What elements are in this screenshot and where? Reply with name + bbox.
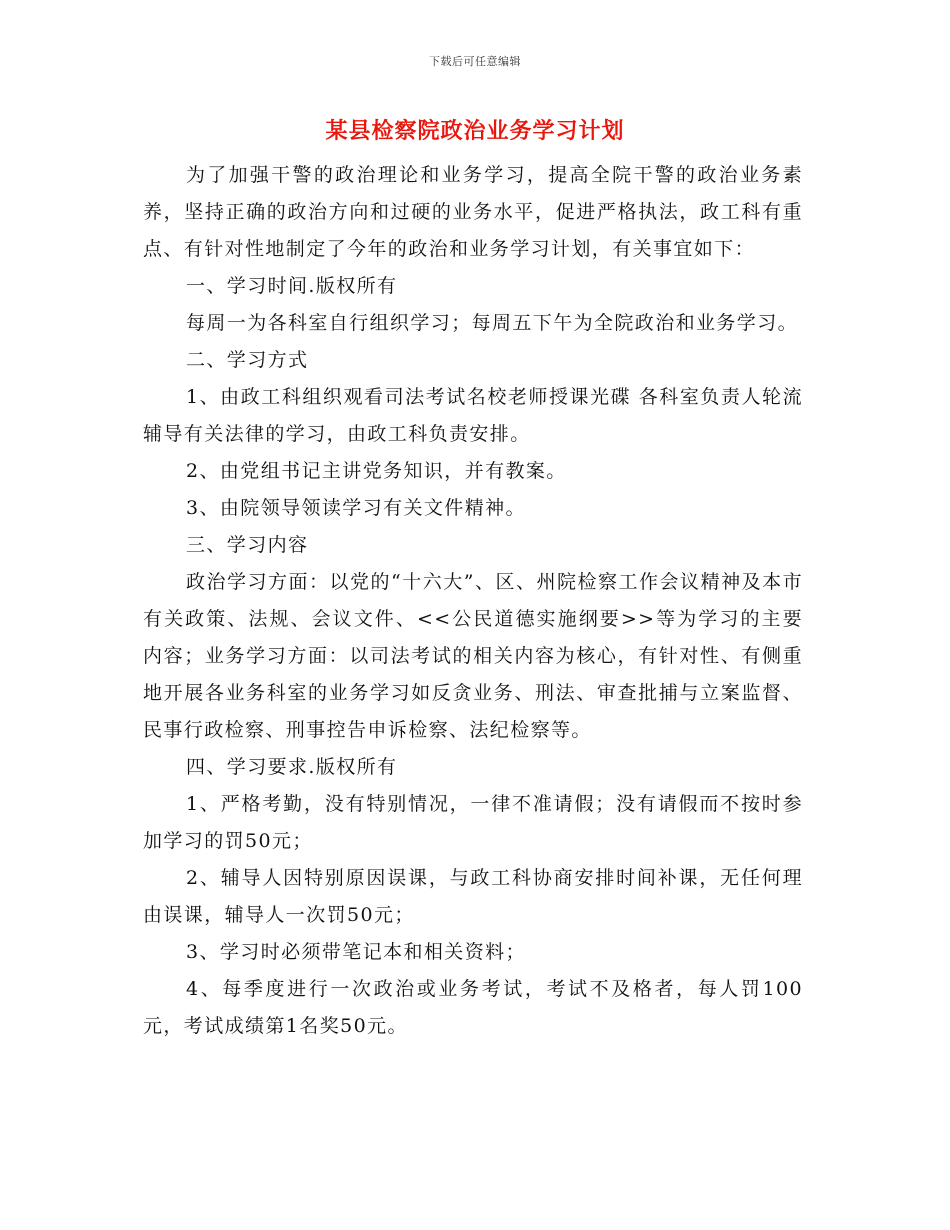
section-heading-requirements: 四、学习要求.版权所有 — [186, 756, 398, 778]
requirement-item-4: 4、每季度进行一次政治或业务考试，考试不及格者，每人罚100元，考试成绩第1名奖50元。 — [143, 978, 803, 1037]
method-item-1: 1、由政工科组织观看司法考试名校老师授课光碟 各科室负责人轮流辅导有关法律的学习，由政工科负责安排。 — [143, 386, 803, 445]
method-item-3: 3、由院领导领读学习有关文件精神。 — [186, 497, 526, 519]
requirement-item-3: 3、学习时必须带笔记本和相关资料； — [186, 941, 526, 963]
requirement-item-1: 1、严格考勤，没有特别情况，一律不准请假；没有请假而不按时参加学习的罚50元； — [143, 793, 803, 852]
section-heading-content: 三、学习内容 — [186, 534, 309, 556]
document-title: 某县检察院政治业务学习计划 — [325, 118, 625, 144]
method-item-2: 2、由党组书记主讲党务知识，并有教案。 — [186, 460, 567, 482]
paragraph-time-detail: 每周一为各科室自行组织学习；每周五下午为全院政治和业务学习。 — [186, 312, 799, 334]
requirement-item-2: 2、辅导人因特别原因误课，与政工科协商安排时间补课，无任何理由误课，辅导人一次罚50元； — [143, 867, 803, 926]
paragraph-content-detail: 政治学习方面：以党的“十六大”、区、州院检察工作会议精神及本市有关政策、法规、会议文件、<<公民道德实施纲要>>等为学习的主要内容；业务学习方面：以司法考试的相关内容为核心，有针对性、有侧重地开展各业务科室的业务学习如反贪业务、刑法、审查批捕与立案监督、民事行政检察、刑事控告申诉检察、法纪检察等。 — [143, 571, 803, 741]
section-heading-method: 二、学习方式 — [186, 349, 309, 371]
document-body — [143, 157, 803, 1045]
page-header-note: 下载后可任意编辑 — [429, 55, 521, 68]
section-heading-time: 一、学习时间.版权所有 — [186, 275, 398, 297]
intro-paragraph: 为了加强干警的政治理论和业务学习，提高全院干警的政治业务素养，坚持正确的政治方向和过硬的业务水平，促进严格执法，政工科有重点、有针对性地制定了今年的政治和业务学习计划，有关事宜如下： — [143, 164, 803, 260]
